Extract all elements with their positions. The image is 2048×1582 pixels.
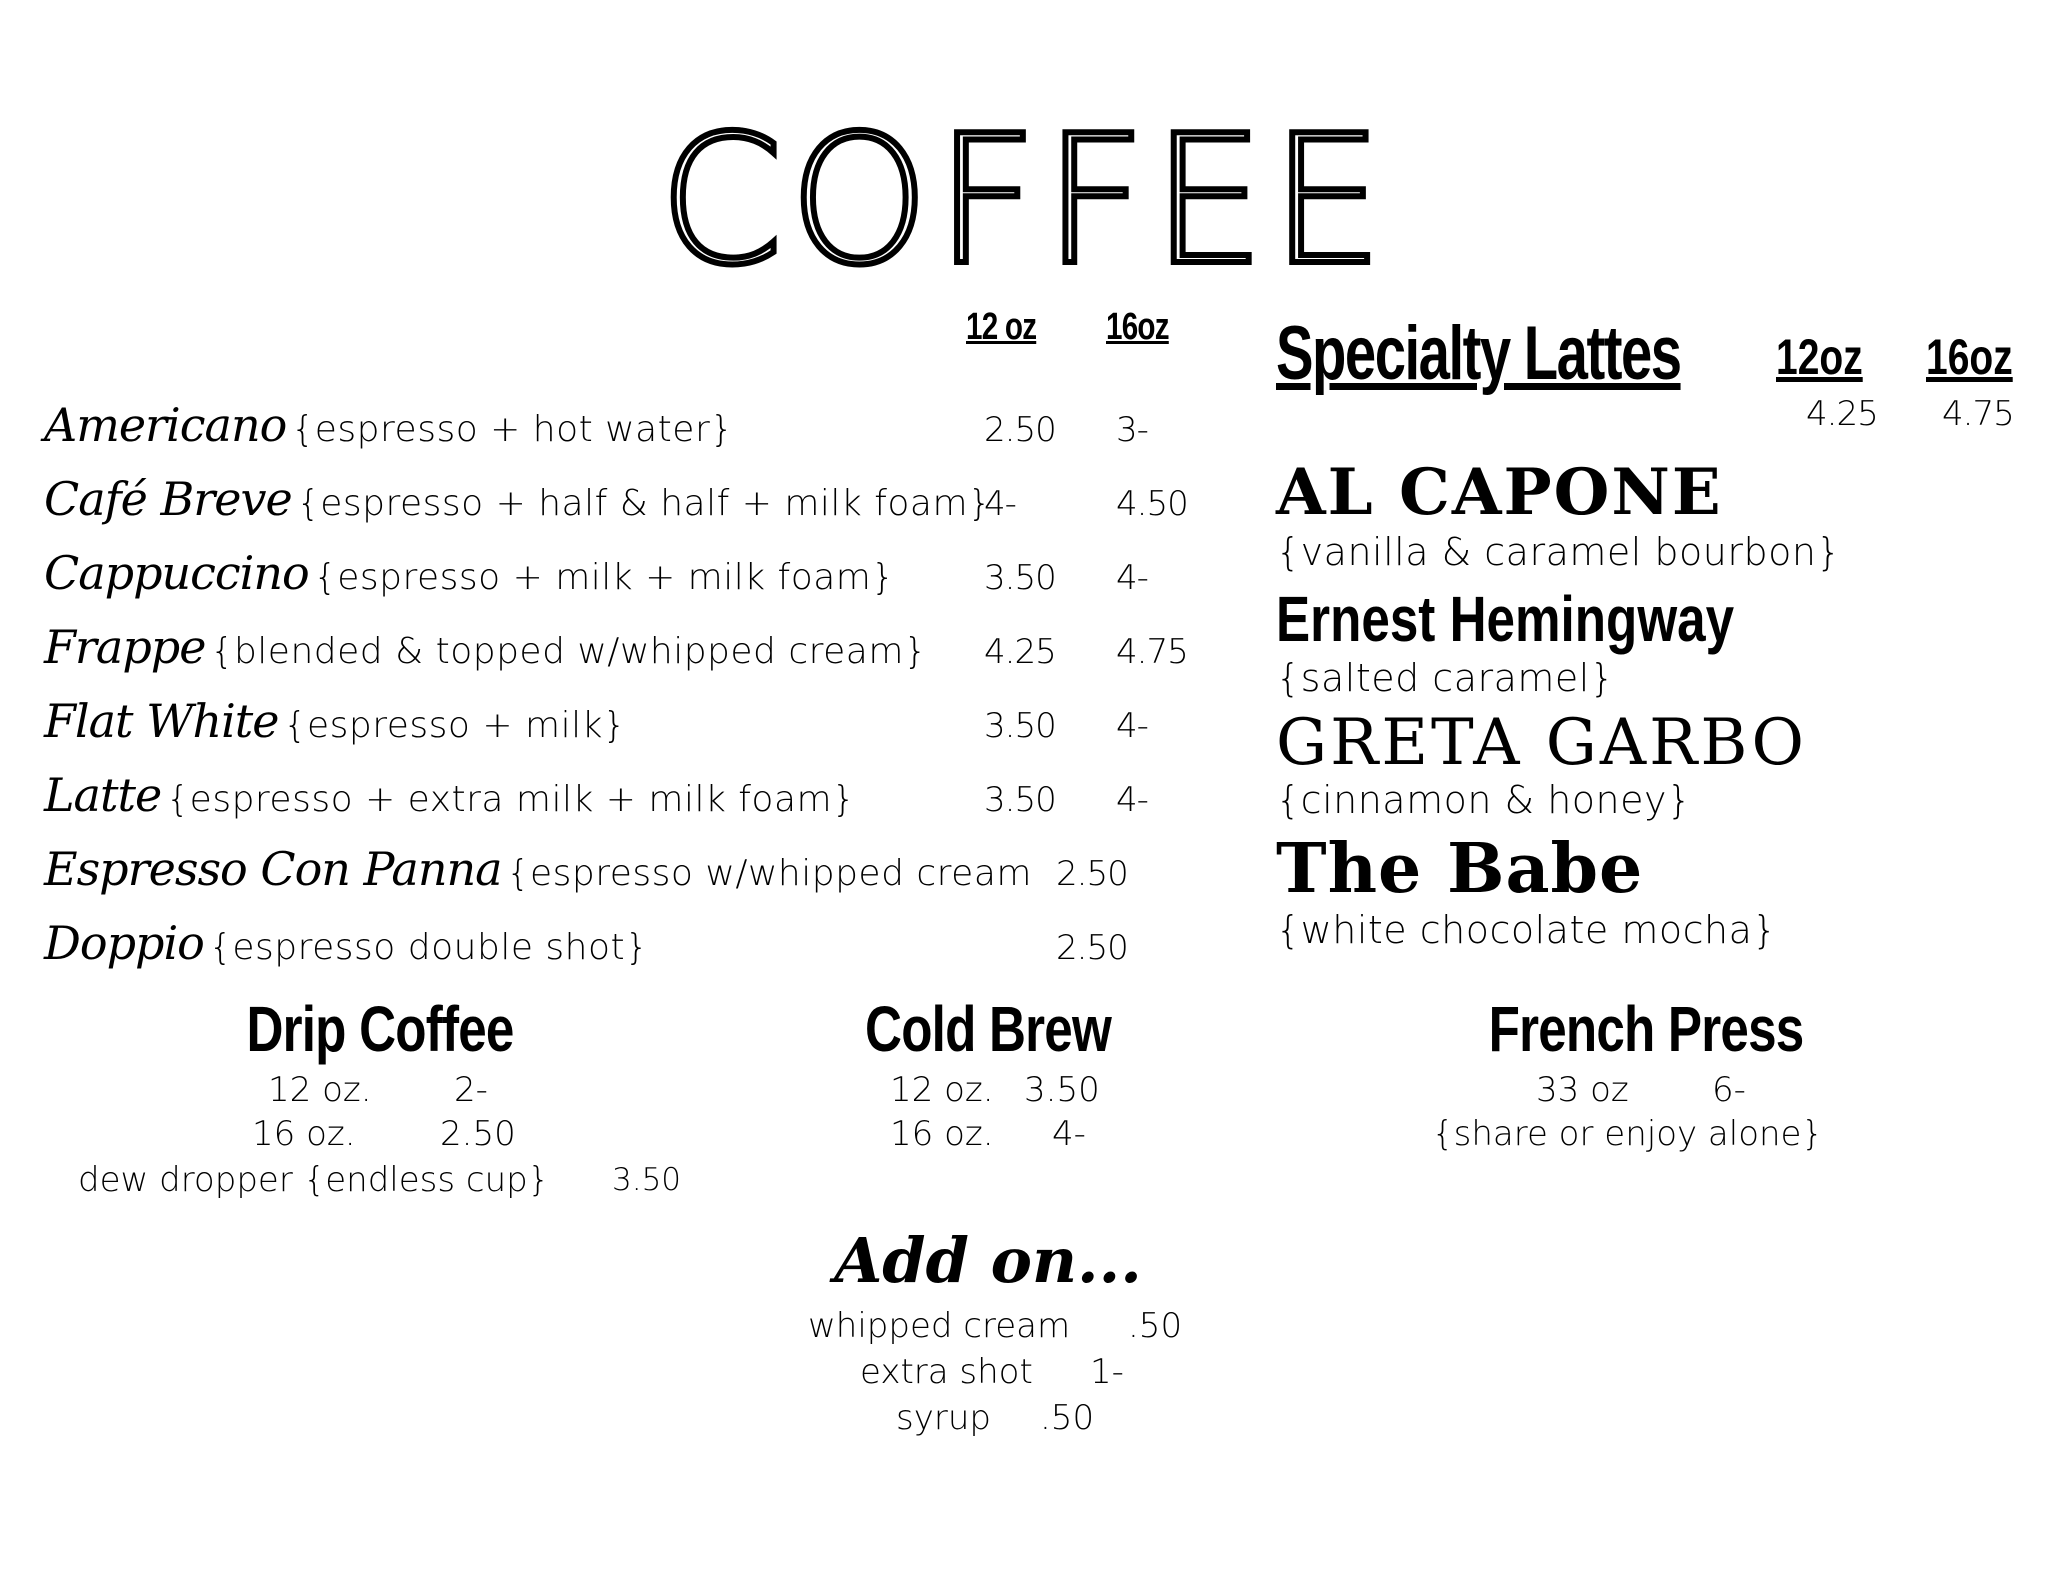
item-name: Cappuccino	[44, 546, 309, 600]
price-12oz: 2.50	[984, 410, 1056, 450]
item-description: {blended & topped w/whipped cream}	[210, 631, 928, 672]
menu-item-doppio	[44, 916, 649, 976]
item-name: Doppio	[44, 916, 204, 970]
cold-brew-size-16: 16 oz.	[890, 1114, 994, 1154]
price-16oz: 4.75	[1116, 632, 1188, 672]
menu-item-cappuccino	[44, 546, 895, 606]
cold-brew-size-12: 12 oz.	[890, 1070, 994, 1110]
price: 2.50	[1056, 928, 1128, 968]
item-description: {espresso w/whipped cream	[506, 853, 1032, 894]
item-name: Espresso Con Panna	[44, 842, 502, 896]
latte-name-ernest-hemingway: Ernest Hemingway	[1276, 583, 1735, 655]
add-on-whipped-cream: whipped cream	[808, 1306, 1071, 1346]
price-12oz: 3.50	[984, 706, 1056, 746]
dew-dropper: dew dropper {endless cup}	[78, 1160, 550, 1200]
price-16oz: 4-	[1116, 558, 1148, 598]
add-on-syrup: syrup	[896, 1398, 991, 1438]
add-on-whipped-cream-price: .50	[1128, 1306, 1183, 1346]
cold-brew-price-12: 3.50	[1024, 1070, 1100, 1110]
add-on-syrup-price: .50	[1040, 1398, 1095, 1438]
latte-description: {salted caramel}	[1276, 656, 1615, 700]
french-press-title: French Press	[1488, 993, 1804, 1065]
add-on-extra-shot-price: 1-	[1090, 1352, 1124, 1392]
price-16oz: 3-	[1116, 410, 1148, 450]
latte-description: {vanilla & caramel bourbon}	[1276, 530, 1842, 574]
drip-price-16: 2.50	[440, 1114, 516, 1154]
price: 2.50	[1056, 854, 1128, 894]
cold-brew-price-16: 4-	[1052, 1114, 1086, 1154]
price-12oz: 3.50	[984, 558, 1056, 598]
menu-item-frappe	[44, 620, 927, 680]
specialty-price-12oz: 4.25	[1806, 394, 1878, 434]
size-header-16oz: 16oz	[1106, 306, 1169, 348]
item-description: {espresso + milk + milk foam}	[313, 557, 895, 598]
menu-item-latte	[44, 768, 855, 828]
price-12oz: 3.50	[984, 780, 1056, 820]
price-16oz: 4-	[1116, 780, 1148, 820]
specialty-header-12oz: 12oz	[1776, 329, 1863, 385]
item-description: {espresso + hot water}	[291, 409, 734, 450]
latte-name-al-capone: AL CAPONE	[1276, 455, 1723, 530]
drip-size-12: 12 oz.	[268, 1070, 372, 1110]
item-name: Flat White	[44, 694, 279, 748]
drip-size-16: 16 oz.	[252, 1114, 356, 1154]
item-description: {espresso + milk}	[283, 705, 627, 746]
item-name: Frappe	[44, 620, 206, 674]
specialty-price-16oz: 4.75	[1942, 394, 2014, 434]
item-description: {espresso double shot}	[208, 927, 649, 968]
price-16oz: 4-	[1116, 706, 1148, 746]
latte-description: {white chocolate mocha}	[1276, 908, 1778, 952]
price-16oz: 4.50	[1116, 484, 1188, 524]
drip-price-12: 2-	[454, 1070, 488, 1110]
specialty-header-16oz: 16oz	[1926, 329, 2013, 385]
item-name: Café Breve	[44, 472, 292, 526]
drip-coffee-title: Drip Coffee	[246, 993, 514, 1065]
french-press-size: 33 oz	[1536, 1070, 1629, 1110]
menu-item-espresso-con-panna	[44, 842, 1032, 902]
add-on-extra-shot: extra shot	[860, 1352, 1033, 1392]
add-on-title: Add on...	[834, 1224, 1142, 1297]
menu-item-flat-white	[44, 694, 626, 754]
price-12oz: 4-	[984, 484, 1016, 524]
item-name: Americano	[44, 398, 287, 452]
item-name: Latte	[44, 768, 162, 822]
menu-item-cafe-breve	[44, 472, 991, 532]
price-12oz: 4.25	[984, 632, 1056, 672]
french-press-price: 6-	[1712, 1070, 1746, 1110]
latte-description: {cinnamon & honey}	[1276, 778, 1692, 822]
size-header-12oz: 12 oz	[966, 306, 1037, 348]
item-description: {espresso + extra milk + milk foam}	[166, 779, 856, 820]
menu-title: COFFEE	[658, 97, 1390, 304]
latte-name-the-babe: The Babe	[1276, 829, 1644, 909]
specialty-lattes-title: Specialty Lattes	[1276, 311, 1681, 396]
item-description: {espresso + half & half + milk foam}	[296, 483, 992, 524]
cold-brew-title: Cold Brew	[865, 993, 1111, 1065]
latte-name-greta-garbo: GRETA GARBO	[1276, 706, 1807, 780]
french-press-note: {share or enjoy alone}	[1432, 1114, 1824, 1154]
dew-dropper-price: 3.50	[612, 1162, 682, 1198]
menu-item-americano	[44, 398, 734, 458]
